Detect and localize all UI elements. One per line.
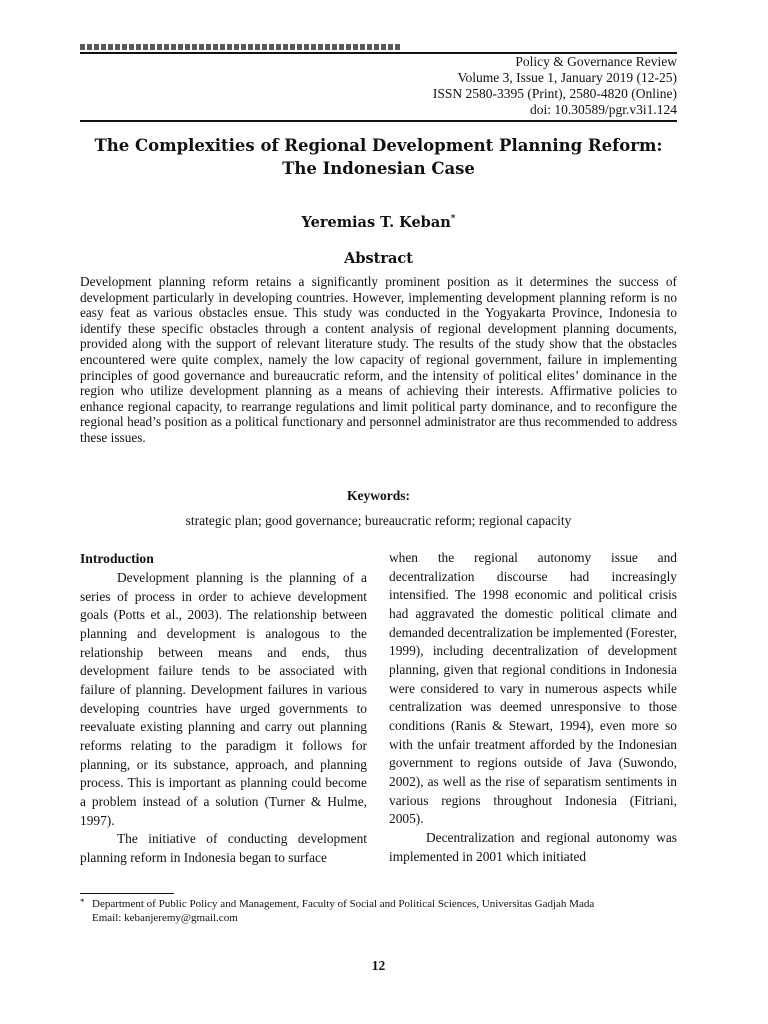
author bbox=[80, 214, 677, 231]
journal-doi: doi: 10.30589/pgr.v3i1.124 bbox=[529, 102, 677, 117]
column-left bbox=[80, 549, 367, 868]
clipped-header-line bbox=[80, 44, 400, 50]
author-footnote-mark: * bbox=[450, 214, 456, 225]
keywords-list: strategic plan; good governance; bureaucratic reform; regional capacity bbox=[185, 513, 572, 528]
introduction-heading: Introduction bbox=[80, 551, 154, 566]
footnote bbox=[80, 897, 680, 925]
keywords-heading: Keywords: bbox=[347, 488, 410, 503]
footnote-email: Email: kebanjeremy@gmail.com bbox=[92, 912, 238, 924]
intro-paragraph-2-continued: when the regional autonomy issue and decentralization discourse had increasingly intensified. The 1998 economic and political crisis had aggravated the domestic political climate and demanded decentralization be implemented (Forester, 1999), including decentralization of development planning, given that regional conditions in Indonesia were considered to vary in numerous aspects while centralization was deemed unresponsive to those conditions (Ranis & Stewart, 1994), even more so with the unfair treatment afforded by the Indonesian government to regions outside of Java (Suwondo, 2002), as well as the rise of separatism sentiments in various regions throughout Indonesia (Fitriani, 2005). bbox=[389, 550, 677, 827]
intro-paragraph-1: Development planning is the planning of a series of process in order to achieve development goals (Potts et al., 2003). The relationship between planning and development is analogous to the relationship between means and ends, thus development failure tends to be associated with failure of planning. Development failures in various developing countries have urged governments to reevaluate existing planning and carry out planning reforms relating to the paradigm it follows for planning, or its substance, approach, and planning process. This is important as planning could become a problem instead of a solution (Turner & Hulme, 1997). bbox=[80, 570, 367, 828]
intro-paragraph-3: Decentralization and regional autonomy was implemented in 2001 which initiated bbox=[389, 829, 677, 864]
author-name: Yeremias T. Keban bbox=[301, 214, 451, 231]
page-number: 12 bbox=[371, 958, 386, 973]
footnote-rule bbox=[80, 893, 174, 894]
column-right bbox=[389, 549, 677, 866]
journal-name: Policy & Governance Review bbox=[515, 54, 677, 69]
abstract-text: Development planning reform retains a significantly prominent position as it determines the success of development particularly in developing countries. However, implementing development planning reform is no easy feat as various obstacles ensue. This study was conducted in the Yogyakarta Province, Indonesia to identify these specific obstacles through a content analysis of regional development planning documents, provided along with the support of relevant literature study. The results of the study show that the obstacles encountered were quite complex, namely the low capacity of regional government, failure in implementing principles of good governance and bureaucratic reform, and the intensity of political elites’ dominance in the region who utilize development planning as a means of achieving their interests. Affirmative policies to enhance regional capacity, to rearrange regulations and limit political party dominance, and to reconfigure the regional head’s position as a political functionary and personnel administrator are thus recommended to address these issues. bbox=[80, 274, 677, 445]
title-line-1: The Complexities of Regional Development Planning Reform: bbox=[94, 136, 663, 155]
journal-header bbox=[433, 54, 677, 118]
paper-title bbox=[80, 134, 677, 180]
header-rule-bottom bbox=[80, 120, 677, 122]
title-line-2: The Indonesian Case bbox=[282, 159, 475, 178]
intro-paragraph-2: The initiative of conducting development planning reform in Indonesia began to surface bbox=[80, 831, 367, 865]
footnote-affiliation: Department of Public Policy and Management, Faculty of Social and Political Sciences, Universitas Gadjah Mada bbox=[92, 898, 595, 910]
footnote-mark: * bbox=[80, 897, 85, 907]
journal-issn: ISSN 2580-3395 (Print), 2580-4820 (Online) bbox=[432, 86, 677, 101]
journal-volume: Volume 3, Issue 1, January 2019 (12-25) bbox=[457, 70, 677, 85]
abstract-heading: Abstract bbox=[344, 250, 413, 267]
